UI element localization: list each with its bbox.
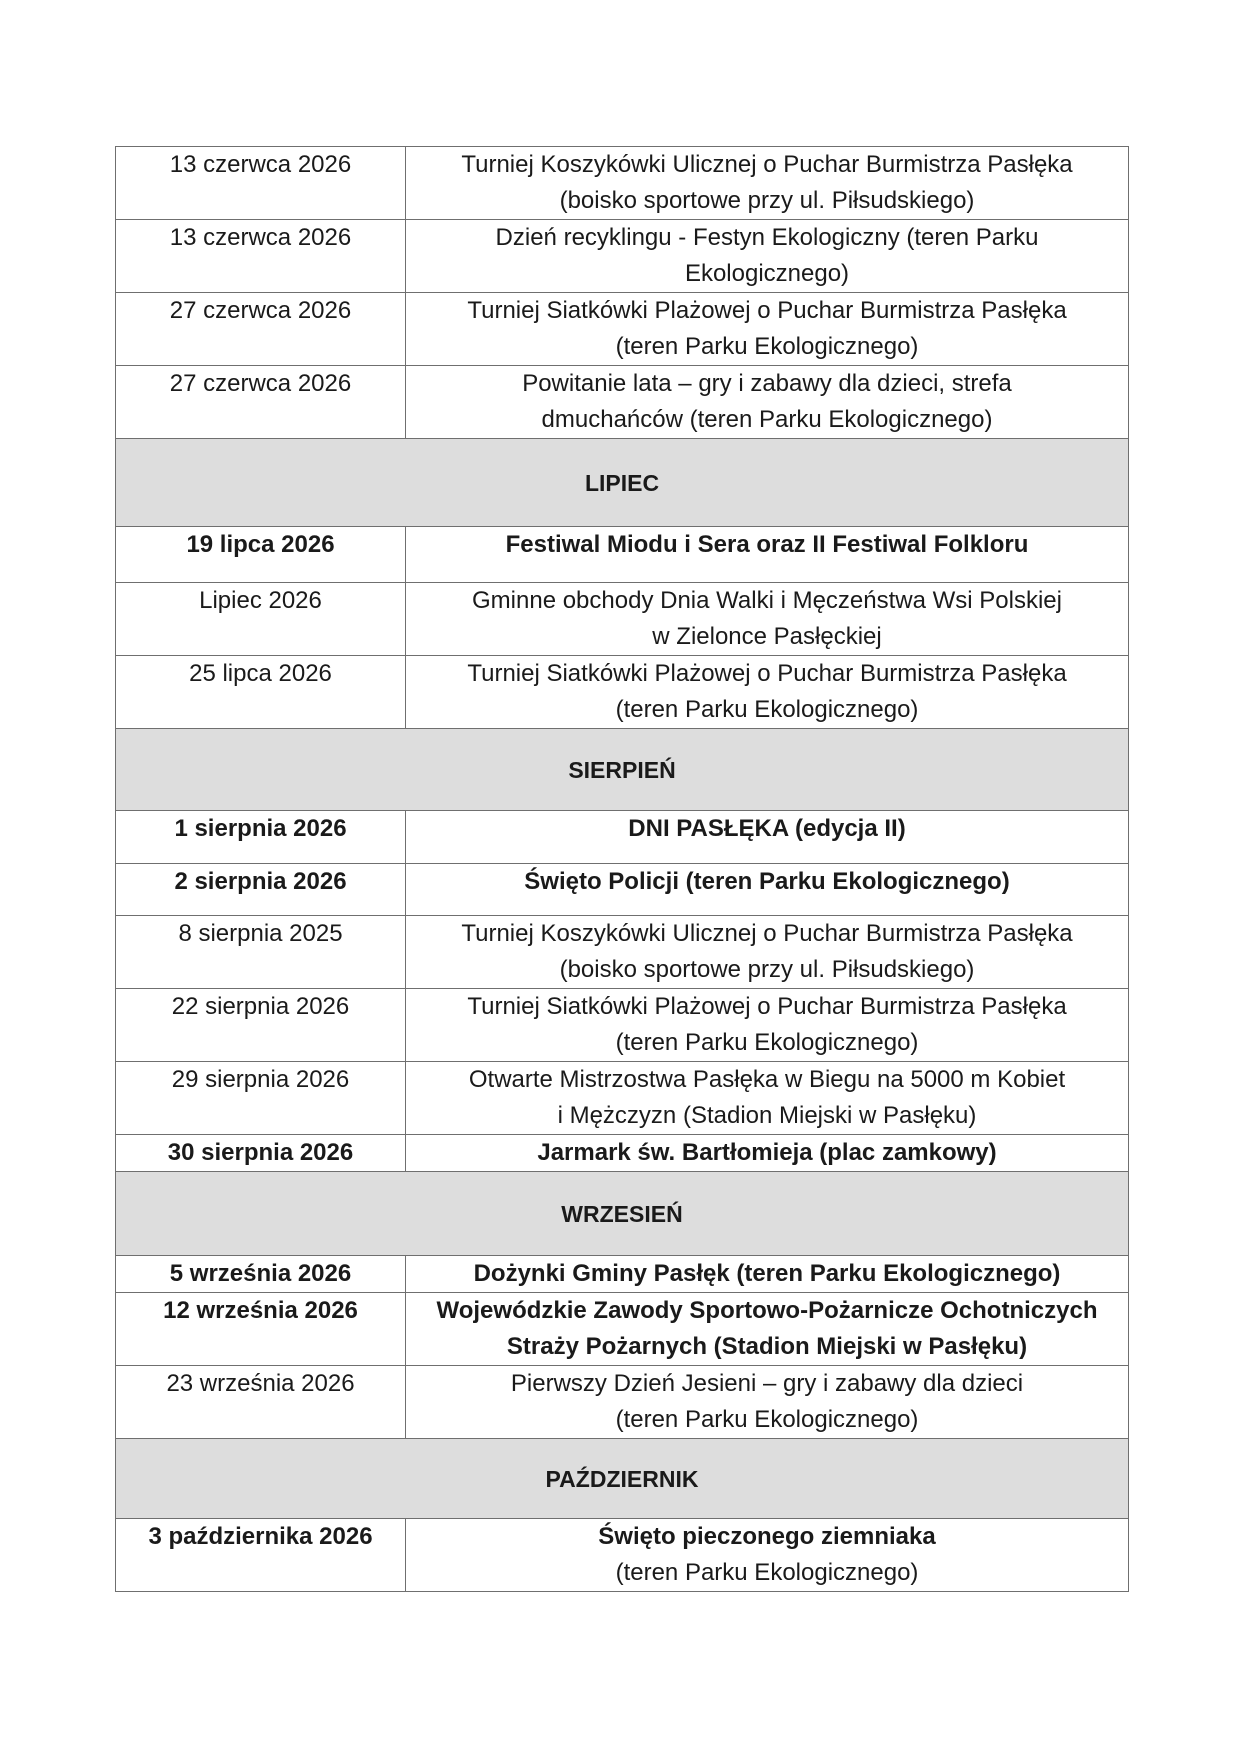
table-row: [116, 1135, 1129, 1172]
table-row: [116, 293, 1129, 366]
event-description-line: Turniej Siatkówki Plażowej o Puchar Burmistrza Pasłęka: [467, 660, 1067, 687]
event-description-line: (teren Parku Ekologicznego): [615, 1406, 919, 1433]
event-date-cell: 2 sierpnia 2026: [116, 864, 406, 916]
event-date-cell: 22 sierpnia 2026: [116, 989, 406, 1062]
event-date-cell: 19 lipca 2026: [116, 527, 406, 583]
event-description-line: Turniej Koszykówki Ulicznej o Puchar Burmistrza Pasłęka: [461, 151, 1073, 178]
event-description-cell: [406, 989, 1129, 1062]
event-description-line: Ekologicznego): [684, 260, 850, 287]
event-description-cell: [406, 527, 1129, 583]
month-header: WRZESIEŃ: [116, 1172, 1129, 1256]
event-description-line: Gminne obchody Dnia Walki i Męczeństwa Wsi Polskiej: [472, 587, 1062, 614]
event-description-cell: [406, 1062, 1129, 1135]
event-date-cell: 27 czerwca 2026: [116, 366, 406, 439]
month-header-row: [116, 1439, 1129, 1519]
event-description-line: Święto Policji (teren Parku Ekologicznego): [524, 868, 1010, 895]
event-description-line: Turniej Siatkówki Plażowej o Puchar Burmistrza Pasłęka: [467, 993, 1067, 1020]
event-description-line: Festiwal Miodu i Sera oraz II Festiwal Folkloru: [505, 531, 1029, 558]
event-description-cell: [406, 1293, 1129, 1366]
table-row: [116, 989, 1129, 1062]
event-description-line: Straży Pożarnych (Stadion Miejski w Pasłęku): [506, 1333, 1028, 1360]
table-row: [116, 147, 1129, 220]
event-description-line: (boisko sportowe przy ul. Piłsudskiego): [559, 187, 975, 214]
event-description-cell: [406, 583, 1129, 656]
event-description-cell: [406, 220, 1129, 293]
event-description-cell: [406, 916, 1129, 989]
event-description-cell: [406, 864, 1129, 916]
event-date-cell: 5 września 2026: [116, 1256, 406, 1293]
event-description-cell: [406, 1366, 1129, 1439]
event-description-line: Turniej Siatkówki Plażowej o Puchar Burmistrza Pasłęka: [467, 297, 1067, 324]
table-row: [116, 1293, 1129, 1366]
event-date-cell: 23 września 2026: [116, 1366, 406, 1439]
event-description-line: Święto pieczonego ziemniaka: [598, 1523, 936, 1550]
event-description-line: Otwarte Mistrzostwa Pasłęka w Biegu na 5000 m Kobiet: [468, 1066, 1066, 1093]
month-header-row: [116, 1172, 1129, 1256]
month-header-row: [116, 439, 1129, 527]
event-description-cell: [406, 1519, 1129, 1592]
month-header-row: [116, 729, 1129, 811]
event-description-line: (teren Parku Ekologicznego): [615, 696, 919, 723]
event-description-line: Pierwszy Dzień Jesieni – gry i zabawy dla dzieci: [510, 1370, 1024, 1397]
table-row: [116, 366, 1129, 439]
month-header: SIERPIEŃ: [116, 729, 1129, 811]
event-description-line: i Mężczyzn (Stadion Miejski w Pasłęku): [557, 1102, 977, 1129]
event-date-cell: 29 sierpnia 2026: [116, 1062, 406, 1135]
table-row: [116, 1519, 1129, 1592]
event-date-cell: 12 września 2026: [116, 1293, 406, 1366]
event-date-cell: 8 sierpnia 2025: [116, 916, 406, 989]
table-row: [116, 656, 1129, 729]
event-description-cell: [406, 811, 1129, 864]
event-description-cell: [406, 1256, 1129, 1293]
table-row: [116, 1256, 1129, 1293]
event-date-cell: 30 sierpnia 2026: [116, 1135, 406, 1172]
table-row: [116, 220, 1129, 293]
event-date-cell: 25 lipca 2026: [116, 656, 406, 729]
event-description-line: (teren Parku Ekologicznego): [615, 1029, 919, 1056]
event-date-cell: 13 czerwca 2026: [116, 147, 406, 220]
event-description-line: Dożynki Gminy Pasłęk (teren Parku Ekologicznego): [473, 1260, 1061, 1287]
month-header: PAŹDZIERNIK: [116, 1439, 1129, 1519]
event-description-cell: [406, 366, 1129, 439]
event-description-line: DNI PASŁĘKA (edycja II): [628, 815, 906, 842]
table-row: [116, 916, 1129, 989]
event-date-cell: 13 czerwca 2026: [116, 220, 406, 293]
event-date-cell: 27 czerwca 2026: [116, 293, 406, 366]
event-description-line: Jarmark św. Bartłomieja (plac zamkowy): [537, 1139, 997, 1166]
event-description-line: Turniej Koszykówki Ulicznej o Puchar Burmistrza Pasłęka: [461, 920, 1073, 947]
event-date-cell: 1 sierpnia 2026: [116, 811, 406, 864]
event-description-cell: [406, 1135, 1129, 1172]
event-date-cell: Lipiec 2026: [116, 583, 406, 656]
event-description-line: Wojewódzkie Zawody Sportowo-Pożarnicze Ochotniczych: [436, 1297, 1098, 1324]
table-row: [116, 1062, 1129, 1135]
event-date-cell: 3 października 2026: [116, 1519, 406, 1592]
event-description-cell: [406, 293, 1129, 366]
event-description-cell: [406, 147, 1129, 220]
event-description-line: Powitanie lata – gry i zabawy dla dzieci, strefa: [522, 370, 1012, 397]
event-description-line: w Zielonce Pasłęckiej: [652, 623, 882, 650]
month-header: LIPIEC: [116, 439, 1129, 527]
table-row: [116, 527, 1129, 583]
event-description-line: (teren Parku Ekologicznego): [615, 1559, 919, 1586]
event-description-line: (teren Parku Ekologicznego): [615, 333, 919, 360]
event-description-line: (boisko sportowe przy ul. Piłsudskiego): [559, 956, 975, 983]
event-description-line: Dzień recyklingu - Festyn Ekologiczny (teren Parku: [495, 224, 1039, 251]
event-description-cell: [406, 656, 1129, 729]
table-row: [116, 1366, 1129, 1439]
events-table: [115, 146, 1129, 1592]
table-row: [116, 811, 1129, 864]
table-row: [116, 583, 1129, 656]
table-row: [116, 864, 1129, 916]
event-description-line: dmuchańców (teren Parku Ekologicznego): [541, 406, 993, 433]
